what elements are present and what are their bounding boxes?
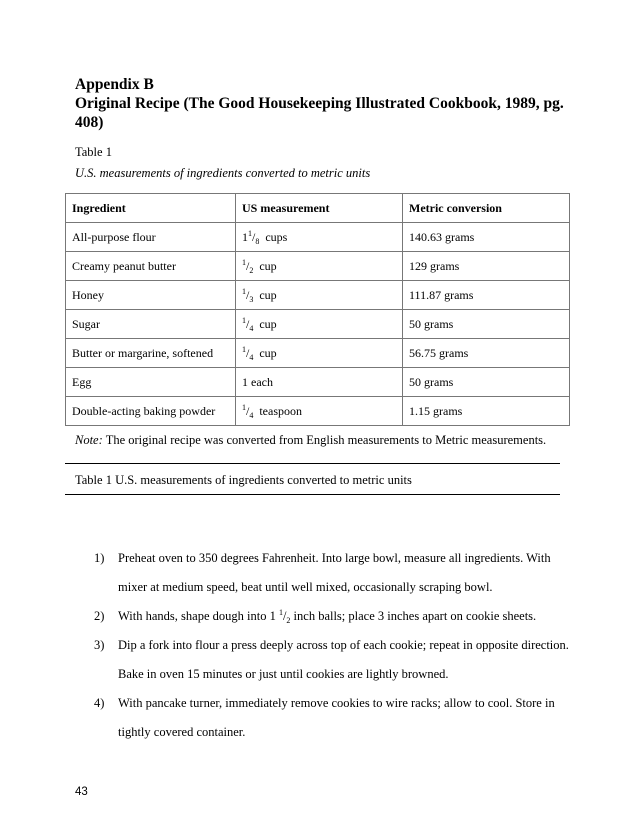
header-metric-conversion: Metric conversion — [403, 194, 570, 223]
step-text: With pancake turner, immediately remove cookies to wire racks; allow to cool. Store in tightly covered container. — [118, 696, 555, 739]
fraction-denominator: 4 — [249, 352, 254, 362]
measure-unit: cup — [259, 287, 277, 302]
ingredient-cell: Honey — [66, 281, 236, 310]
us-measurement-cell: $^1/_4$ teaspoon — [236, 397, 403, 426]
metric-cell: 140.63 grams — [403, 223, 570, 252]
recipe-source-line: Original Recipe (The Good Housekeeping Illustrated Cookbook, 1989, pg. — [75, 95, 564, 112]
appendix-heading — [75, 75, 575, 132]
appendix-title: Appendix B — [75, 76, 154, 93]
us-measurement-cell — [236, 368, 403, 397]
ingredient-cell: Creamy peanut butter — [66, 252, 236, 281]
note-text: The original recipe was converted from English measurements to Metric measurements. — [105, 433, 547, 447]
step-number: 1) — [94, 551, 105, 565]
step-number: 4) — [94, 696, 105, 710]
page-number: 43 — [75, 786, 88, 798]
metric-cell: 50 grams — [403, 310, 570, 339]
measure-unit: cup — [259, 316, 277, 331]
table-row — [66, 252, 570, 281]
table-label: Table 1 — [75, 145, 112, 159]
measure-whole: 1 — [242, 229, 248, 244]
fraction-denominator: 2 — [249, 265, 254, 275]
recipe-source-page: 408) — [75, 114, 104, 131]
table-row — [66, 339, 570, 368]
table-row — [66, 310, 570, 339]
us-measurement-cell: $^1/_4$ cup — [236, 339, 403, 368]
table-header-row — [66, 194, 570, 223]
fraction-numerator: 1 — [242, 315, 246, 325]
fraction-denominator: 2 — [286, 616, 291, 625]
table-caption: U.S. measurements of ingredients converted to metric units — [75, 166, 371, 180]
step-item — [94, 544, 574, 602]
table-row — [66, 368, 570, 397]
metric-cell: 129 grams — [403, 252, 570, 281]
fraction-denominator: 4 — [249, 323, 254, 333]
step-item — [94, 689, 574, 747]
fraction-denominator: 3 — [249, 294, 254, 304]
header-ingredient: Ingredient — [66, 194, 236, 223]
fraction-numerator: 1 — [248, 228, 252, 238]
step-text: With hands, shape dough into 1 $^1/_2$ inch balls; place 3 inches apart on cookie sheets. — [118, 608, 537, 625]
header-us-measurement: US measurement — [236, 194, 403, 223]
ingredient-cell: Butter or margarine, softened — [66, 339, 236, 368]
fraction-numerator: 1 — [242, 257, 246, 267]
recipe-steps — [94, 544, 574, 747]
table-note — [75, 433, 546, 448]
fraction-numerator: 1 — [242, 344, 246, 354]
fraction-numerator: 1 — [242, 286, 246, 296]
table-caption-repeat: Table 1 U.S. measurements of ingredients converted to metric units — [75, 473, 412, 487]
fraction-denominator: 8 — [255, 236, 260, 246]
fraction-numerator: 1 — [278, 608, 283, 617]
metric-cell: 111.87 grams — [403, 281, 570, 310]
step-text-part: With hands, shape dough into 1 — [118, 609, 279, 623]
step-text-part: inch balls; place 3 inches apart on cookie sheets. — [290, 609, 537, 623]
measure-unit: cups — [265, 229, 288, 244]
table-row — [66, 397, 570, 426]
caption-rule-top — [65, 463, 560, 464]
step-number: 2) — [94, 609, 105, 623]
measure-unit: cup — [259, 345, 277, 360]
measure-unit: teaspoon — [259, 403, 302, 418]
fraction-denominator: 4 — [249, 410, 254, 420]
metric-cell: 50 grams — [403, 368, 570, 397]
metric-cell: 56.75 grams — [403, 339, 570, 368]
us-measurement-cell: $^1/_4$ cup — [236, 310, 403, 339]
ingredient-cell: Egg — [66, 368, 236, 397]
fraction-numerator: 1 — [242, 402, 246, 412]
step-item — [94, 631, 574, 689]
step-item — [94, 602, 574, 631]
table-body — [66, 223, 570, 426]
step-text: Dip a fork into flour a press deeply across top of each cookie; repeat in opposite direction. Bake in oven 15 minutes or just until cookies are lightly browned. — [118, 638, 569, 681]
table-row — [66, 223, 570, 252]
step-number: 3) — [94, 638, 105, 652]
ingredient-cell: Sugar — [66, 310, 236, 339]
note-lead: Note: — [75, 433, 103, 447]
measure-unit: cup — [259, 258, 277, 273]
metric-cell: 1.15 grams — [403, 397, 570, 426]
us-measurement-cell: $^1/_3$ cup — [236, 281, 403, 310]
caption-rule-bottom — [65, 494, 560, 495]
ingredient-cell: Double-acting baking powder — [66, 397, 236, 426]
us-measurement-cell: $^1/_2$ cup — [236, 252, 403, 281]
step-text: Preheat oven to 350 degrees Fahrenheit. Into large bowl, measure all ingredients. With mixer at medium speed, beat until well mixed, occasionally scraping bowl. — [118, 551, 551, 594]
measure-whole: 1 each — [242, 374, 273, 389]
us-measurement-cell: $1^1/_8$ cups — [236, 223, 403, 252]
table-row — [66, 281, 570, 310]
ingredients-table — [65, 193, 570, 426]
ingredient-cell: All-purpose flour — [66, 223, 236, 252]
